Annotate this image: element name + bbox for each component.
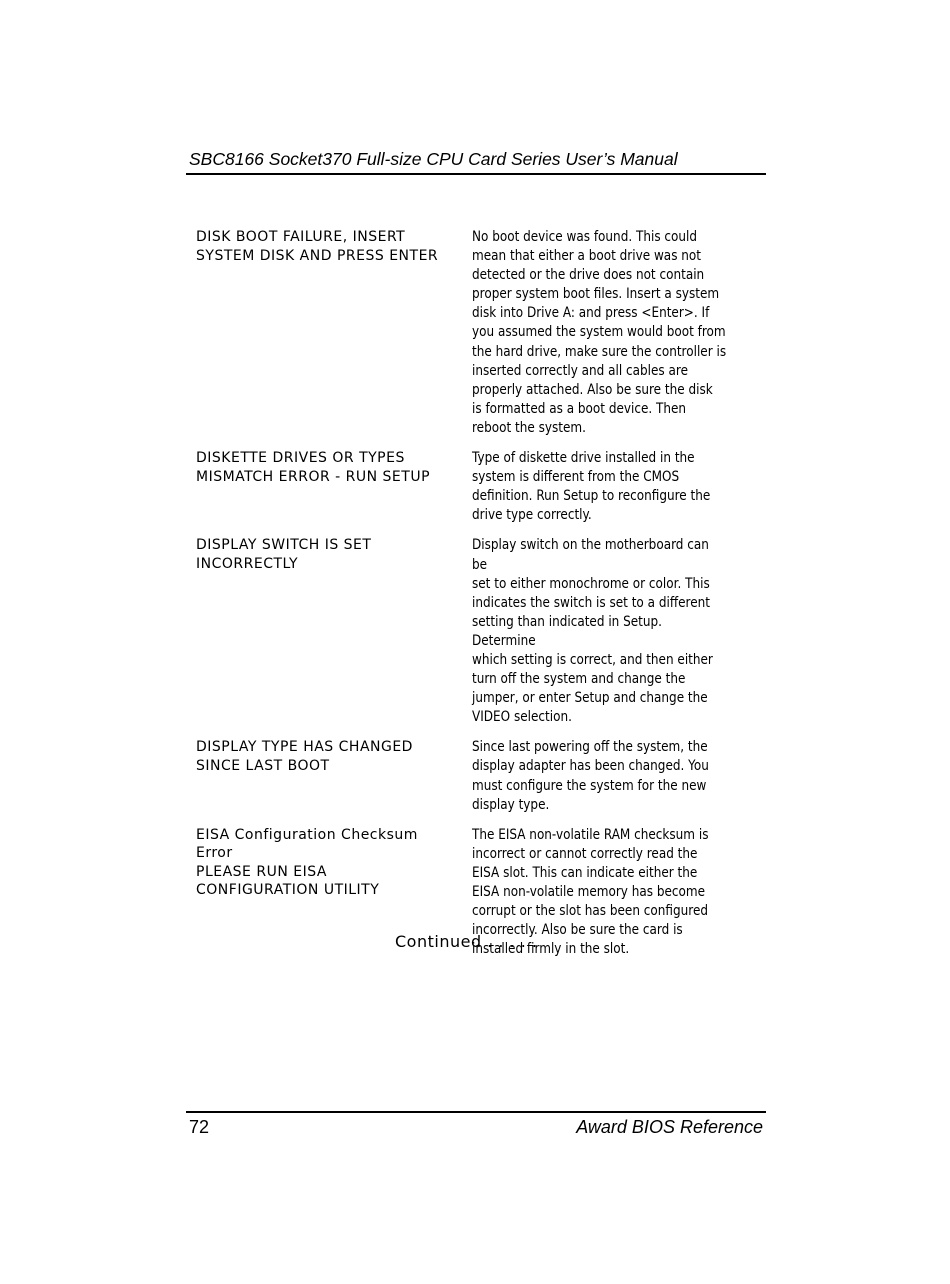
error-message-term: DISKETTE DRIVES OR TYPES MISMATCH ERROR - RUN SETUP	[196, 450, 431, 485]
continued-note: Continued . . . . .	[395, 932, 538, 951]
error-message-description: Display switch on the motherboard can be set to either monochrome or color. This indicates the switch is set to a different setting than indicated in Setup. Determine which setting is correct, and then either turn off the system and change the jumper, or enter Setup and change the VIDEO selection.	[472, 537, 713, 726]
error-message-description: Type of diskette drive installed in the system is different from the CMOS definition. Run Setup to reconfigure the drive type correctly.	[472, 450, 711, 524]
page-number: 72	[189, 1117, 210, 1137]
header-rule	[186, 173, 766, 175]
error-message-description: Since last powering off the system, the display adapter has been changed. You must configure the system for the new display type.	[472, 739, 709, 813]
error-message-list	[196, 228, 768, 970]
section-title: Award BIOS Reference	[576, 1117, 763, 1137]
error-message-term: DISPLAY TYPE HAS CHANGED SINCE LAST BOOT	[196, 739, 413, 774]
error-message-term: EISA Configuration Checksum Error PLEASE RUN EISA CONFIGURATION UTILITY	[196, 826, 418, 899]
error-message-term: DISPLAY SWITCH IS SET INCORRECTLY	[196, 537, 372, 572]
error-message-term: DISK BOOT FAILURE, INSERT SYSTEM DISK AND PRESS ENTER	[196, 229, 439, 264]
error-message-description: The EISA non-volatile RAM checksum is incorrect or cannot correctly read the EISA slot. This can indicate either the EISA non-volatile memory has become corrupt or the slot has been configured incorrectly. Also be sure the card is installed firmly in the slot.	[472, 826, 709, 958]
footer-rule	[186, 1111, 766, 1113]
manual-title: SBC8166 Socket370 Full-size CPU Card Series User’s Manual	[189, 149, 678, 169]
error-entry	[196, 449, 768, 525]
error-entry	[196, 536, 768, 727]
error-message-description: No boot device was found. This could mean that either a boot drive was not detected or the drive does not contain proper system boot files. Insert a system disk into Drive A: and press <Enter>. If you assumed the system would boot from the hard drive, make sure the controller is inserted correctly and all cables are properly attached. Also be sure the disk is formatted as a boot device. Then reboot the system.	[472, 229, 727, 436]
error-entry	[196, 228, 768, 438]
error-entry	[196, 738, 768, 814]
page-header	[186, 148, 766, 170]
